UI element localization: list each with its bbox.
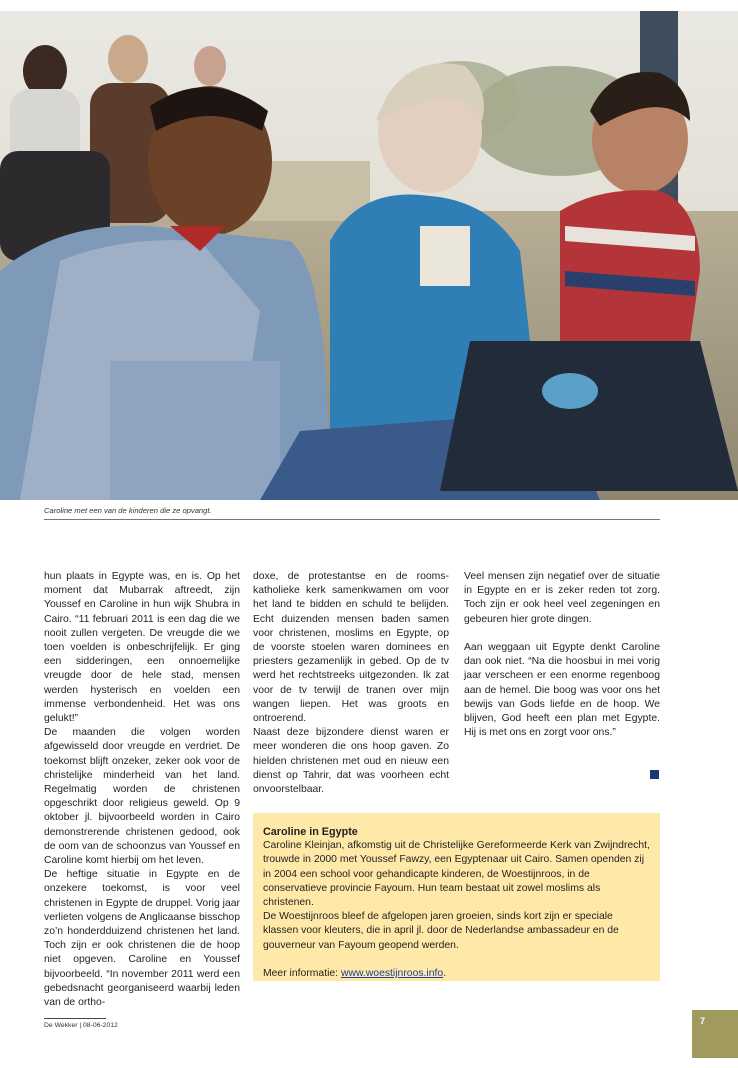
info-box-paragraph-2: De Woestijnroos bleef de afgelopen jaren groeien, sinds kort zijn er speciale klassen voor kleuters, die in april jl. door de Nederlandse ambassadeur en de gouverneur van Fayoum geopend werden.: [263, 911, 619, 951]
footer-divider: [44, 1018, 106, 1019]
col1-paragraph-3: De heftige situatie in Egypte en de onzekere toekomst, is voor veel christenen in Egypte de druppel. Vorig jaar verlieten volgens de Anglicaanse bisschop zo’n honderdduizend christenen het land. Toch zijn er ook christenen die de hoop niet opgeven. Caroline en Youssef bijvoorbeeld. “In november 2011 werd een gebedsnacht georganiseerd waarbij leden van de ortho-: [44, 869, 240, 1009]
photo-illustration: [0, 11, 738, 500]
col2-paragraph-1: doxe, de protestantse en de rooms-katholieke kerk samenkwamen om voor het land te bidden en schuld te belijden. Echt duizenden mensen baden samen voor christenen, moslims en Egypte, op de voorste stoelen waren dominees en priesters gezamenlijk in gebed. Op de tv werd het rechtstreeks uitgezonden. Ik zat voor de tv terwijl de tranen over mijn wangen liepen. Het was groots en ontroerend.: [253, 571, 449, 725]
info-box-more-info: [263, 967, 650, 981]
info-box-title: Caroline in Egypte: [263, 826, 358, 838]
col1-paragraph-2: De maanden die volgen worden afgewisseld door vreugde en verdriet. De toekomst blijft onzeker, zeker ook voor de christelijke minderheid van het land. Regelmatig worden de christenen opgeschrikt door religieus geweld. Op 9 oktober jl. bijvoorbeeld worden in Cairo demonstrerende christenen gedood, ook de oom van de schoonzus van Youssef en Caroline komt hierbij om het leven.: [44, 727, 240, 867]
page-number: 7: [700, 1016, 706, 1026]
column-1: [44, 570, 240, 1010]
page-number-tab: [692, 1010, 738, 1058]
col3-paragraph-2: Aan weggaan uit Egypte denkt Caroline dan ook niet. “Na die hoosbui in mei vorig jaar verscheen er een enorme regenboog aan de hemel. Die boog was voor ons het bewijs van Gods liefde en de hoop. We blijven, God heeft een plan met Egypte. Hij is met ons en zorgt voor ons.”: [464, 642, 660, 739]
footer-publication: De Wekker | 08-06-2012: [44, 1022, 118, 1029]
info-box: [253, 813, 660, 981]
website-link[interactable]: www.woestijnroos.info: [340, 968, 444, 980]
col3-paragraph-1: Veel mensen zijn negatief over de situatie in Egypte en er is zeker reden tot zorg. Toch zijn er ook heel veel zegeningen en gebeuren hier grote dingen.: [464, 571, 660, 625]
more-info-period: .: [443, 968, 447, 980]
photo-caption: Caroline met een van de kinderen die ze opvangt.: [44, 506, 212, 515]
col1-paragraph-1: hun plaats in Egypte was, en is. Op het moment dat Mubarrak aftreedt, zijn Youssef en Caroline in hun wijk Shubra in Cairo. “11 februari 2011 is een dag die we nooit zullen vergeten. De vreugde die we toen voelden is onbeschrijfelijk. Er ging een sidderingen, een onnoemelijke vreugde door de hele stad, mensen werden hysterisch en voelden een immense verbondenheid. Het was ons gelukt!”: [44, 571, 240, 725]
info-box-paragraph-1: Caroline Kleinjan, afkomstig uit de Christelijke Gereformeerde Kerk van Zwijndrecht, trouwde in 2000 met Youssef Fawzy, een Egyptenaar uit Cairo. Samen openden zij in 2004 een school voor gehandicapte kinderen, de Woestijnroos, in de conservatieve provincie Fayoum. Hun team bestaat uit zowel moslims als christenen.: [263, 840, 650, 909]
col2-paragraph-2: Naast deze bijzondere dienst waren er meer wonderen die ons hoop gaven. Zo hielden christenen met oud en nieuw een dienst op Tahrir, dat was voorheen echt onvoorstelbaar.: [253, 727, 449, 796]
article-end-square-icon: [650, 770, 659, 779]
column-2: [253, 570, 449, 797]
caption-divider: [44, 519, 660, 520]
column-3: [464, 570, 660, 740]
photo: [0, 11, 738, 500]
more-info-label: Meer informatie:: [263, 968, 341, 980]
